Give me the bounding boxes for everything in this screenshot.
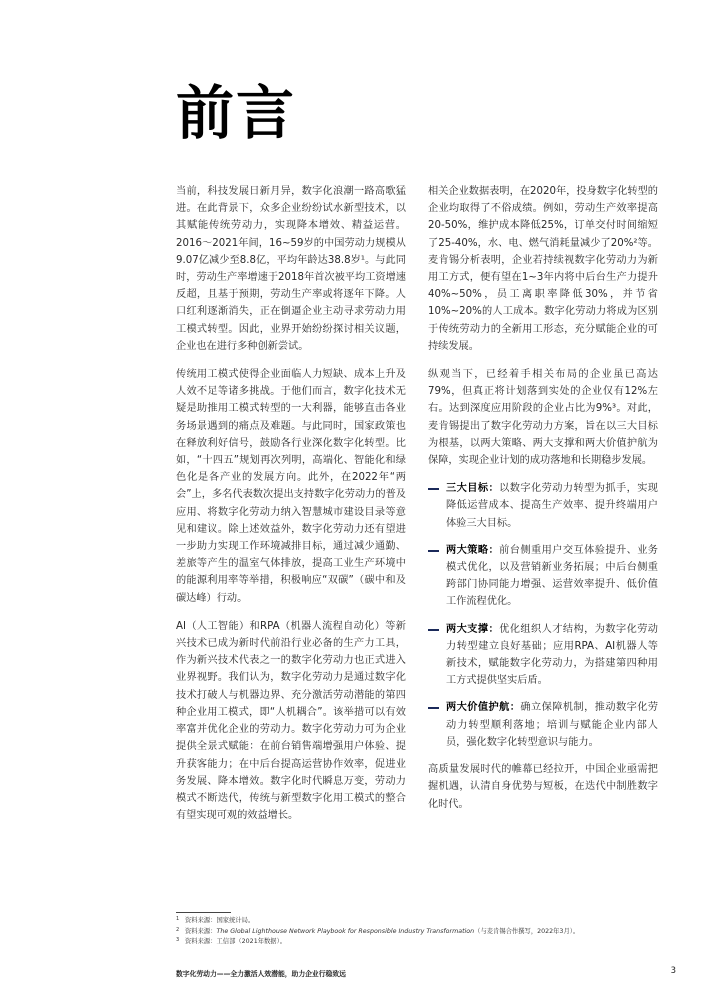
footnote	[176, 916, 676, 927]
point-term: 两大支撑：	[446, 623, 500, 635]
footnote-text: 资料来源：国家统计局。	[185, 917, 255, 924]
point-term: 两大策略：	[446, 544, 500, 556]
paragraph: 当前，科技发展日新月异，数字化浪潮一路高歌猛进。在此背景下，众多企业纷纷试水新型技术，以其赋能传统劳动力，实现降本增效、精益运营。2016～2021年间，16~59岁的中国劳动力规模从9.07亿减少至8.8亿，平均年龄达38.8岁¹。与此同时，劳动生产率增速于2018年首次被平均工资增速反超，且基于预期，劳动生产率或将逐年下降。人口红利逐渐消失，正在倒逼企业主动寻求劳动力用工模式转型。因此，业界开始纷纷探讨相关议题，企业也在进行多种创新尝试。	[176, 186, 406, 352]
footnote-number: 3	[176, 937, 180, 943]
dash-bullet-icon	[428, 550, 439, 552]
point-text: 优化组织人才结构，为数字化劳动力转型建立良好基础；应用RPA、AI机器人等新技术，赋能数字化劳动力，为搭建第四种用工方式提供坚实后盾。	[446, 623, 658, 687]
footnote-number: 2	[176, 926, 180, 933]
paragraph: 纵观当下，已经着手相关布局的企业虽已高达79%，但真正将计划落到实处的企业仅有12%左右。达到深度应用阶段的企业占比为9%³。对此，麦肯锡提出了数字化劳动力方案，旨在以三大目标为根基，以两大策略、两大支撑和两大价值护航为保障，实现企业计划的成功落地和长期稳步发展。	[428, 369, 658, 467]
dash-bullet-icon	[428, 707, 439, 709]
right-column	[428, 183, 658, 824]
list-item	[428, 480, 658, 532]
paragraph: AI（人工智能）和RPA（机器人流程自动化）等新兴技术已成为新时代前沿行业必备的生产力工具，作为新兴技术代表之一的数字化劳动力也正式进入业界视野。我们认为，数字化劳动力是通过数字化技术打破人与机器边界、充分激活劳动潜能的第四种企业用工模式，即“人机耦合”。该举措可以有效率富并优化企业的劳动力。数字化劳动力可为企业提供全景式赋能：在前台销售端增强用户体验、提升获客能力；在中后台提高运营协作效率，促进业务发展、降本增效。数字化时代瞬息万变，劳动力模式不断迭代，传统与新型数字化用工模式的整合有望实现可观的效益增长。	[176, 620, 406, 822]
footnote-divider	[176, 912, 231, 913]
page-title: 前言	[176, 79, 297, 147]
footnote-number: 1	[176, 916, 180, 922]
point-text: 确立保障机制，推动数字化劳动力转型顺利落地；培训与赋能企业内部人员，强化数字化转型意识与能力。	[446, 702, 659, 748]
footnote	[176, 927, 676, 938]
dash-bullet-icon	[428, 488, 439, 490]
paragraph: 相关企业数据表明，在2020年，投身数字化转型的企业均取得了不俗成绩。例如，劳动生产效率提高20-50%，维护成本降低25%，订单交付时间缩短了25-40%，水、电、燃气消耗量减少了20%²等。麦肯锡分析表明，企业若持续视数字化劳动力为新用工方式，便有望在1~3年内将中后台生产力提升40%~50%，员工离职率降低30%，并节省10%~20%的人工成本。数字化劳动力将成为区别于传统劳动力的全新用工形态，充分赋能企业的可持续发展。	[428, 186, 658, 352]
footnote-source-title: The Global Lighthouse Network Playbook for Responsible Industry Transformation	[216, 927, 475, 935]
left-column	[176, 183, 406, 835]
point-term: 三大目标：	[446, 483, 500, 495]
closing-paragraph: 高质量发展时代的帷幕已经拉开，中国企业亟需把握机遇，认清自身优势与短板，在迭代中制胜数字化时代。	[428, 764, 658, 810]
page-number: 3	[670, 966, 676, 976]
dash-bullet-icon	[428, 629, 439, 631]
running-footer: 数字化劳动力——全力激活人效潜能，助力企业行稳致远	[176, 970, 346, 978]
list-item	[428, 621, 658, 690]
point-text: 以数字化劳动力转型为抓手，实现降低运营成本、提高生产效率、提升终端用户体验三大目标。	[446, 483, 658, 529]
key-points-list	[428, 480, 658, 751]
list-item	[428, 699, 658, 751]
footnote-text: 资料来源：	[185, 927, 217, 935]
footnote	[176, 937, 676, 948]
footnotes	[176, 916, 676, 948]
footnote-text: （与麦肯锡合作撰写，2022年3月）。	[474, 927, 580, 935]
footnote-text: 资料来源：工信部（2021年数据）。	[185, 938, 287, 945]
point-text: 前台侧重用户交互体验提升、业务模式优化，以及营销新业务拓展；中后台侧重跨部门协同能力增强、运营效率提升、低价值工作流程优化。	[446, 544, 658, 608]
point-term: 两大价值护航：	[446, 702, 521, 714]
paragraph: 传统用工模式使得企业面临人力短缺、成本上升及人效不足等诸多挑战。于他们而言，数字化技术无疑是助推用工模式转型的一大利器，能够直击各业务场景遇到的痛点及难题。与此同时，国家政策也在释放利好信号，鼓励各行业深化数字化转型。比如，“十四五”规划再次列明，高端化、智能化和绿色化是各产业的发展方向。此外，在2022年“两会”上，多名代表数次提出支持数字化劳动力的普及应用、将数字化劳动力纳入智慧城市建设目录等意见和建议。除上述效益外，数字化劳动力还有望进一步助力实现工作环境减排目标，通过减少通勤、差旅等产生的温室气体排放，提高工业生产环境中的能源利用率等举措，积极响应“双碳”（碳中和及碳达峰）行动。	[176, 369, 406, 604]
list-item	[428, 542, 658, 611]
